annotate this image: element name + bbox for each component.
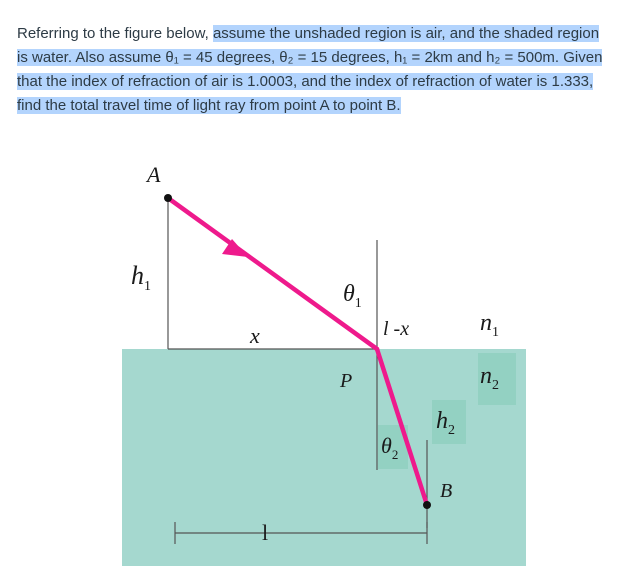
problem-text bbox=[17, 22, 609, 118]
label-h1-main: h bbox=[131, 261, 144, 290]
label-theta1-main: θ bbox=[343, 281, 355, 307]
label-n1-main: n bbox=[480, 310, 492, 336]
label-theta2-main: θ bbox=[381, 433, 392, 458]
label-n2-main: n bbox=[480, 363, 492, 389]
label-h1 bbox=[131, 261, 151, 294]
point-a-dot bbox=[164, 194, 172, 202]
problem-text-plain: Referring to the figure below, bbox=[17, 25, 213, 42]
label-h2-sub: 2 bbox=[448, 423, 455, 438]
label-h1-sub: 1 bbox=[144, 279, 151, 294]
label-p: P bbox=[340, 370, 353, 392]
label-h2-main: h bbox=[436, 408, 448, 434]
incident-ray bbox=[168, 198, 377, 349]
problem-text-highlighted: assume the unshaded region is air, and the shaded region is water. Also assume θ₁ = 45 degrees, θ₂ = 15 degrees, h₁ = 2km and h₂ = 500m. Given that the index of refraction of air is 1.0003, and the index of refraction of water is 1.333, find the total travel time of light ray from point A to point B. bbox=[17, 25, 603, 114]
label-n2-sub: 2 bbox=[492, 378, 499, 393]
label-l-main: l bbox=[262, 520, 269, 545]
point-b-dot bbox=[423, 501, 431, 509]
label-b: B bbox=[440, 480, 453, 502]
label-n1 bbox=[480, 310, 499, 340]
label-l bbox=[262, 520, 268, 545]
label-n1-sub: 1 bbox=[492, 325, 499, 340]
label-x: x bbox=[250, 323, 260, 348]
refraction-figure bbox=[0, 140, 624, 568]
label-a: A bbox=[147, 162, 161, 187]
label-theta1-sub: 1 bbox=[354, 296, 362, 311]
label-theta2-sub: 2 bbox=[391, 447, 399, 462]
label-theta1 bbox=[343, 281, 362, 311]
label-l-minus-x: l -x bbox=[383, 318, 410, 340]
